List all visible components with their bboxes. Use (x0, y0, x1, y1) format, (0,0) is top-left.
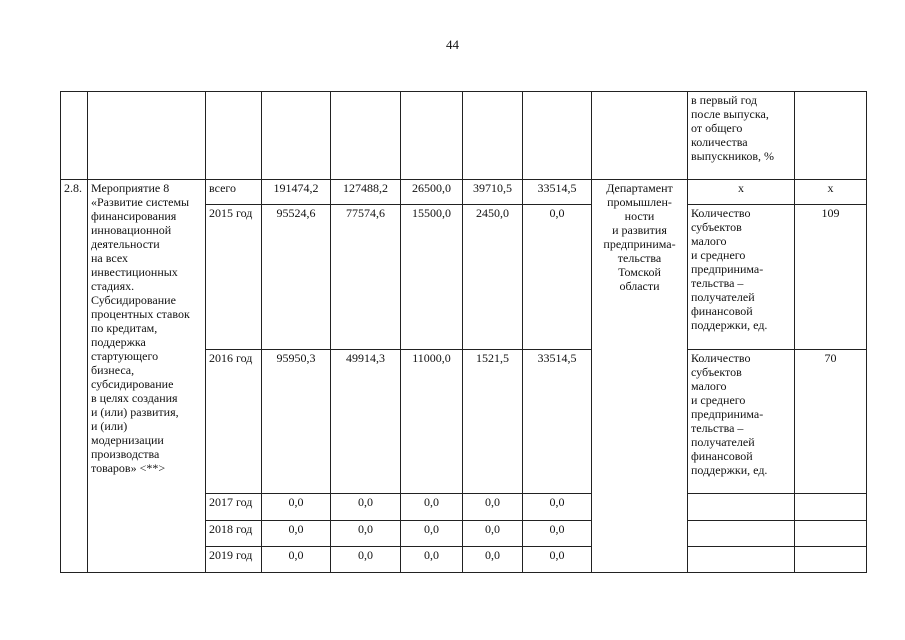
value-cell: 0,0 (262, 521, 331, 547)
value-cell: 0,0 (523, 205, 592, 350)
value-cell: 0,0 (331, 521, 401, 547)
value-cell: 0,0 (523, 521, 592, 547)
program-table (60, 91, 867, 573)
value-cell: 49914,3 (331, 350, 401, 494)
carryover-period-cell (206, 92, 262, 180)
carryover-value-cell (463, 92, 523, 180)
carryover-title-cell (88, 92, 206, 180)
value-cell: 0,0 (262, 547, 331, 573)
value-cell: 0,0 (523, 547, 592, 573)
measure-index: 2.8. (61, 180, 88, 573)
carryover-index-cell (61, 92, 88, 180)
value-cell: 1521,5 (463, 350, 523, 494)
value-cell: 11000,0 (401, 350, 463, 494)
indicator-value-cell (795, 547, 867, 573)
value-cell: 39710,5 (463, 180, 523, 205)
value-cell: 0,0 (401, 494, 463, 521)
period-cell: 2018 год (206, 521, 262, 547)
value-cell: 15500,0 (401, 205, 463, 350)
indicator-cell: х (688, 180, 795, 205)
value-cell: 0,0 (463, 494, 523, 521)
indicator-value-cell: 70 (795, 350, 867, 494)
measure-title: Мероприятие 8 «Развитие системы финансирования инновационной деятельности на всех инвестиционных стадиях. Субсидирование процентных ставок по кредитам, поддержка стартующего бизнеса, субсидирование в целях создания и (или) развития, и (или) модернизации производства товаров» <**> (88, 180, 206, 573)
value-cell: 0,0 (401, 521, 463, 547)
indicator-value-cell: х (795, 180, 867, 205)
value-cell: 2450,0 (463, 205, 523, 350)
carryover-indicator-value-cell (795, 92, 867, 180)
indicator-cell (688, 521, 795, 547)
value-cell: 0,0 (401, 547, 463, 573)
indicator-cell: Количество субъектов малого и среднего предпринима- тельства – получателей финансовой поддержки, ед. (688, 350, 795, 494)
value-cell: 33514,5 (523, 180, 592, 205)
value-cell: 0,0 (262, 494, 331, 521)
value-cell: 0,0 (523, 494, 592, 521)
value-cell: 77574,6 (331, 205, 401, 350)
period-cell: 2016 год (206, 350, 262, 494)
carryover-value-cell (401, 92, 463, 180)
indicator-value-cell (795, 494, 867, 521)
value-cell: 0,0 (463, 521, 523, 547)
executor-cell: Департамент промышлен- ности и развития предпринима- тельства Томской области (592, 180, 688, 573)
period-cell: 2017 год (206, 494, 262, 521)
value-cell: 0,0 (463, 547, 523, 573)
indicator-cell (688, 494, 795, 521)
period-cell: 2015 год (206, 205, 262, 350)
value-cell: 95524,6 (262, 205, 331, 350)
indicator-value-cell: 109 (795, 205, 867, 350)
carryover-indicator-cell: в первый год после выпуска, от общего количества выпускников, % (688, 92, 795, 180)
value-cell: 191474,2 (262, 180, 331, 205)
value-cell: 127488,2 (331, 180, 401, 205)
value-cell: 0,0 (331, 494, 401, 521)
page-number: 44 (446, 37, 459, 52)
indicator-cell: Количество субъектов малого и среднего предпринима- тельства – получателей финансовой поддержки, ед. (688, 205, 795, 350)
value-cell: 95950,3 (262, 350, 331, 494)
carryover-row (61, 92, 867, 180)
carryover-value-cell (262, 92, 331, 180)
period-cell: всего (206, 180, 262, 205)
carryover-value-cell (523, 92, 592, 180)
value-cell: 33514,5 (523, 350, 592, 494)
carryover-value-cell (331, 92, 401, 180)
value-cell: 0,0 (331, 547, 401, 573)
table-row (61, 180, 867, 205)
indicator-cell (688, 547, 795, 573)
carryover-executor-cell (592, 92, 688, 180)
value-cell: 26500,0 (401, 180, 463, 205)
period-cell: 2019 год (206, 547, 262, 573)
indicator-value-cell (795, 521, 867, 547)
